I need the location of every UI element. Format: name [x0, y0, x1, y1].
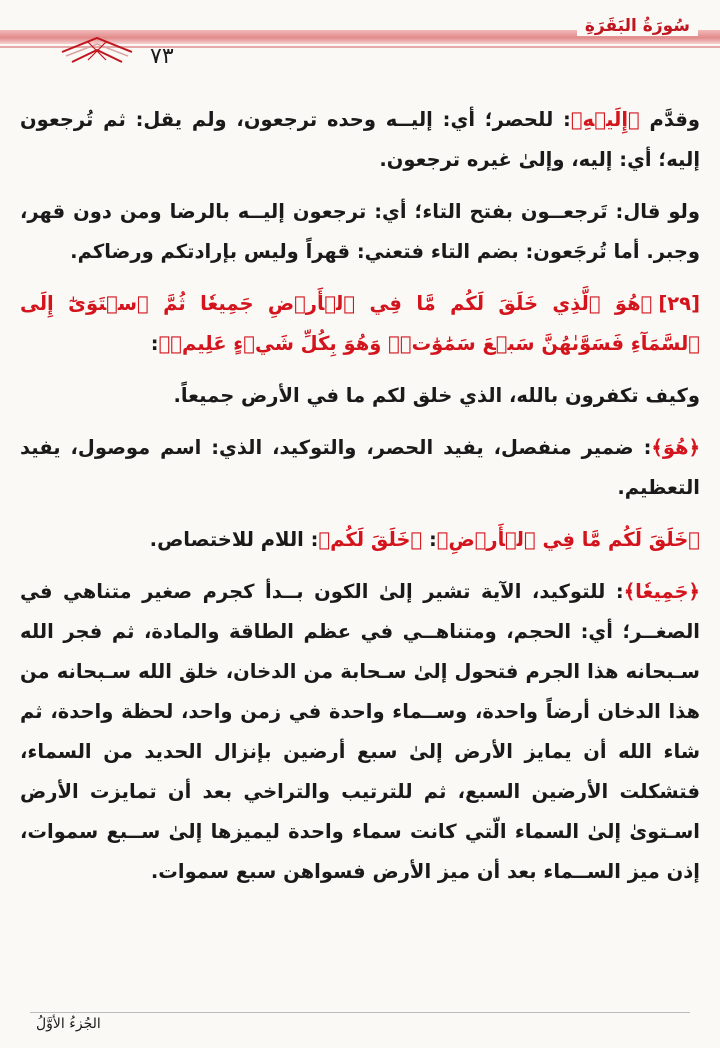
quran-quote: ﴿هُوَ﴾ [651, 436, 700, 459]
paragraph [20, 376, 700, 416]
footer-divider [30, 1012, 690, 1013]
commentary-text [20, 100, 700, 904]
paragraph [20, 284, 700, 364]
quran-quote: ﴿إِلَيۡهِ﴾ [570, 108, 640, 131]
paragraph [20, 572, 700, 892]
paragraph-text: : للتوكيد، الآية تشير إلىٰ الكون بــدأ كجرم صغير متناهي في الصغــر؛ أي: الحجم، ومتناهــي في عظم الطاقة والمادة، ثم فجر الله سـبحانه هذا الجرم فتحول إلىٰ سـحابة من الدخان، خلق الله سـبحانه من هذا الدخان أرضاً واحدة، وســماء واحدة في زمن واحد، لحظة واحدة، ثم شاء الله أن يمايز الأرض إلىٰ سبع أرضين بإنزال الحديد من السماء، فتشكلت الأرضين السبع، ثم للترتيب والتراخي بعد أن تمايزت الأرض اسـتوىٰ إلىٰ السماء الّتي كانت سماء واحدة ليميزها إلىٰ ســبع سموات، إذن ميز الســماء بعد أن ميز الأرض فسواهن سبع سموات. [20, 580, 700, 883]
quran-quote: ﴿خَلَقَ لَكُم مَّا فِي ٱلۡأَرۡضِ﴾ [436, 528, 700, 551]
paragraph [20, 428, 700, 508]
paragraph-text: وقدَّم [639, 108, 700, 131]
verse-number: [٢٩] [658, 292, 700, 315]
open-book-icon [58, 32, 136, 66]
volume-label: الجُزءُ الأوَّلُ [36, 1016, 101, 1032]
paragraph [20, 520, 700, 560]
quran-quote: ﴿خَلَقَ لَكُم﴾ [318, 528, 423, 551]
paragraph-text: : [150, 332, 159, 355]
paragraph-text: وكيف تكفرون بالله، الذي خلق لكم ما في الأرض جميعاً. [173, 384, 700, 407]
surah-title: سُورَةُ البَقَرَةِ [577, 16, 698, 36]
quran-quote: ﴿جَمِيعٗا﴾ [623, 580, 700, 603]
paragraph-text: : للحصر؛ أي: إليــه وحده ترجعون، ولم يقل: ثم تُرجعون إليه؛ أي: إليه، وإلىٰ غيره ترجعون. [20, 108, 700, 171]
paragraph-text: : اللام للاختصاص. [149, 528, 319, 551]
paragraph-text: ولو قال: تَرجعــون بفتح التاء؛ أي: ترجعون إليــه بالرضا ومن دون قهر، وجبر. أما تُرجَعون: بضم التاء فتعني: قهراً وليس بإرادتكم ورضاكم. [20, 200, 700, 263]
paragraph [20, 100, 700, 180]
paragraph-text: : ضمير منفصل، يفيد الحصر، والتوكيد، الذي: اسم موصول، يفيد التعظيم. [20, 436, 700, 499]
paragraph-text: : [422, 528, 437, 551]
quran-quote: ﴿هُوَ ٱلَّذِي خَلَقَ لَكُم مَّا فِي ٱلۡأَرۡضِ جَمِيعٗا ثُمَّ ٱسۡتَوَىٰٓ إِلَى ٱلسَّمَآءِ فَسَوَّىٰهُنَّ سَبۡعَ سَمَٰوَٰتٖۚ وَهُوَ بِكُلِّ شَيۡءٍ عَلِيمٞ﴾ [20, 292, 700, 355]
page-number: ٧٣ [150, 44, 174, 69]
paragraph [20, 192, 700, 272]
